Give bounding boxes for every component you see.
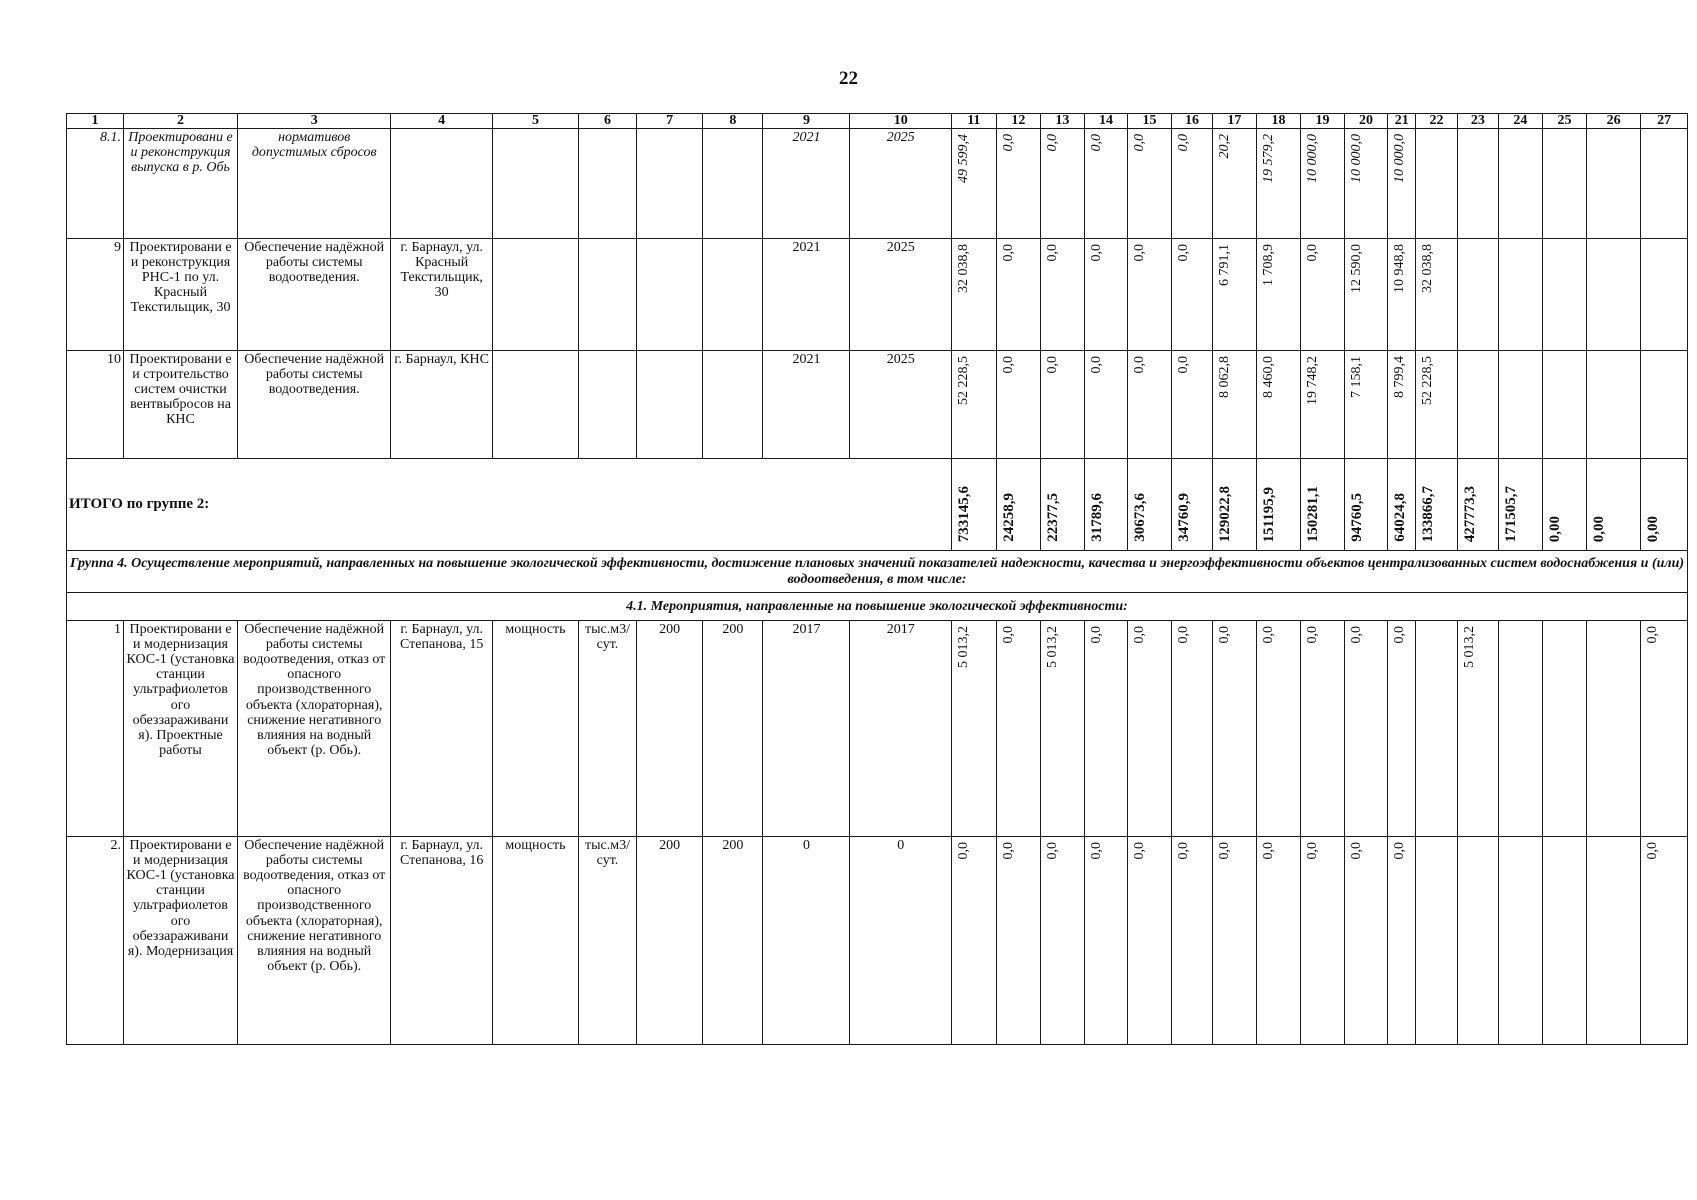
- column-number: 18: [1256, 114, 1301, 129]
- total-value: 64024,8: [1392, 493, 1409, 542]
- value-text: 10 948,8: [1392, 244, 1408, 293]
- measure-name: Проектировани е и реконструкция РНС-1 по ул. Красный Текстильщик, 30: [124, 239, 238, 351]
- value-cell: [1641, 129, 1688, 239]
- location: г. Барнаул, КНС: [391, 351, 493, 459]
- total-value: 129022,8: [1217, 485, 1234, 542]
- total-value: 31789,6: [1088, 493, 1105, 542]
- capacity-before: [637, 351, 703, 459]
- value-cell: [1344, 351, 1388, 459]
- end-year: 2025: [850, 239, 952, 351]
- table-row: [67, 621, 1688, 837]
- total-value: 30673,6: [1132, 493, 1149, 542]
- value-text: 32 038,8: [1420, 244, 1436, 293]
- value-cell: [1344, 621, 1388, 837]
- capacity-after: [703, 351, 763, 459]
- measure-name: Проектировани е и реконструкция выпуска в р. Обь: [124, 129, 238, 239]
- value-cell: [1256, 351, 1301, 459]
- value-cell: [1587, 129, 1641, 239]
- value-text: 0,0: [1305, 842, 1321, 860]
- value-cell: [1388, 837, 1416, 1045]
- row-number: 9: [67, 239, 124, 351]
- total-value-cell: [1213, 459, 1257, 551]
- capacity-indicator: мощность: [492, 621, 578, 837]
- value-cell: [1499, 351, 1543, 459]
- value-text: 0,0: [1088, 842, 1104, 860]
- location: г. Барнаул, ул. Степанова, 16: [391, 837, 493, 1045]
- value-text: 5 013,2: [1045, 626, 1061, 668]
- value-cell: [1499, 621, 1543, 837]
- value-text: 0,0: [1175, 356, 1191, 374]
- total-value: 94760,5: [1348, 493, 1365, 542]
- total-value-cell: [952, 459, 997, 551]
- total-value: 150281,1: [1305, 485, 1322, 542]
- value-text: 8 799,4: [1392, 356, 1408, 398]
- column-number: 16: [1171, 114, 1212, 129]
- value-cell: [1256, 239, 1301, 351]
- value-cell: [1084, 351, 1128, 459]
- value-text: 0,0: [1132, 134, 1148, 152]
- value-cell: [1041, 239, 1085, 351]
- value-cell: [1416, 621, 1457, 837]
- value-cell: [1084, 837, 1128, 1045]
- value-cell: [1457, 837, 1498, 1045]
- column-number: 15: [1128, 114, 1172, 129]
- value-cell: [1128, 351, 1172, 459]
- value-text: 0,0: [1000, 626, 1016, 644]
- value-text: 10 000,0: [1392, 134, 1408, 183]
- value-text: 0,0: [1645, 626, 1661, 644]
- value-text: 0,0: [1392, 842, 1408, 860]
- column-number: 23: [1457, 114, 1498, 129]
- total-value: 171505,7: [1503, 485, 1520, 542]
- capacity-after: 200: [703, 837, 763, 1045]
- value-cell: [1171, 621, 1212, 837]
- value-cell: [1213, 837, 1257, 1045]
- value-cell: [1388, 239, 1416, 351]
- value-text: 0,0: [1645, 842, 1661, 860]
- value-text: 49 599,4: [956, 134, 972, 183]
- value-text: 0,0: [1392, 626, 1408, 644]
- value-text: 32 038,8: [956, 244, 972, 293]
- value-text: 19 579,2: [1260, 134, 1276, 183]
- group-4-title-row: [67, 551, 1688, 593]
- group-4-title: Группа 4. Осуществление мероприятий, направленных на повышение экологической эффективности, достижение плановых значений показателей надежности, качества и энергоэффективности объектов централизованных систем водоснабжения и (или) водоотведения, в том числе:: [67, 551, 1688, 593]
- capacity-after: [703, 239, 763, 351]
- total-value-cell: [1041, 459, 1085, 551]
- start-year: 2021: [763, 129, 850, 239]
- capacity-after: 200: [703, 621, 763, 837]
- value-text: 6 791,1: [1217, 244, 1233, 286]
- row-number: 1: [67, 621, 124, 837]
- value-cell: [1213, 129, 1257, 239]
- value-text: 0,0: [1045, 244, 1061, 262]
- capacity-indicator: [492, 351, 578, 459]
- measure-name: Проектировани е и строительство систем очистки вентвыбросов на КНС: [124, 351, 238, 459]
- capacity-indicator: [492, 129, 578, 239]
- measure-purpose: Обеспечение надёжной работы системы водоотведения.: [238, 239, 391, 351]
- value-text: 0,0: [956, 842, 972, 860]
- value-text: 0,0: [1000, 134, 1016, 152]
- total-value: 0,00: [1591, 515, 1608, 542]
- total-value: 0,00: [1645, 515, 1662, 542]
- capacity-before: 200: [637, 621, 703, 837]
- value-cell: [1213, 351, 1257, 459]
- value-text: 0,0: [1088, 244, 1104, 262]
- value-cell: [1084, 129, 1128, 239]
- value-text: 5 013,2: [956, 626, 972, 668]
- value-text: 0,0: [1260, 626, 1276, 644]
- total-value-cell: [1084, 459, 1128, 551]
- value-cell: [996, 129, 1041, 239]
- total-value-cell: [1587, 459, 1641, 551]
- value-text: 0,0: [1175, 134, 1191, 152]
- total-value: 427773,3: [1461, 485, 1478, 542]
- capacity-before: [637, 129, 703, 239]
- value-text: 0,0: [1175, 626, 1191, 644]
- measure-purpose: нормативов допустимых сбросов: [238, 129, 391, 239]
- unit: тыс.м3/ сут.: [578, 837, 636, 1045]
- value-cell: [1587, 621, 1641, 837]
- column-number: 19: [1301, 114, 1345, 129]
- column-number: 25: [1542, 114, 1587, 129]
- value-cell: [1301, 239, 1345, 351]
- value-text: 0,0: [1132, 626, 1148, 644]
- row-number: 2.: [67, 837, 124, 1045]
- value-cell: [1542, 129, 1587, 239]
- total-value-cell: [1388, 459, 1416, 551]
- unit: [578, 129, 636, 239]
- value-cell: [1344, 129, 1388, 239]
- column-number: 7: [637, 114, 703, 129]
- total-value-cell: [1499, 459, 1543, 551]
- capacity-indicator: [492, 239, 578, 351]
- value-text: 0,0: [1045, 356, 1061, 374]
- value-cell: [1128, 239, 1172, 351]
- start-year: 2021: [763, 239, 850, 351]
- capacity-indicator: мощность: [492, 837, 578, 1045]
- measure-purpose: Обеспечение надёжной работы системы водоотведения.: [238, 351, 391, 459]
- total-value: 733145,6: [956, 485, 973, 542]
- column-number: 20: [1344, 114, 1388, 129]
- unit: [578, 239, 636, 351]
- value-cell: [1084, 239, 1128, 351]
- value-text: 8 460,0: [1260, 356, 1276, 398]
- value-cell: [1084, 621, 1128, 837]
- total-value: 0,00: [1546, 515, 1563, 542]
- value-cell: [1171, 351, 1212, 459]
- end-year: 0: [850, 837, 952, 1045]
- unit: [578, 351, 636, 459]
- column-number: 3: [238, 114, 391, 129]
- value-cell: [1587, 351, 1641, 459]
- value-cell: [1128, 129, 1172, 239]
- value-cell: [996, 351, 1041, 459]
- value-cell: [996, 621, 1041, 837]
- table-row: [67, 837, 1688, 1045]
- total-value-cell: [1128, 459, 1172, 551]
- column-number: 22: [1416, 114, 1457, 129]
- subgroup-4-1-title: 4.1. Мероприятия, направленные на повышение экологической эффективности:: [67, 593, 1688, 621]
- value-cell: [952, 837, 997, 1045]
- value-text: 1 708,9: [1260, 244, 1276, 286]
- column-number: 24: [1499, 114, 1543, 129]
- location: г. Барнаул, ул. Степанова, 15: [391, 621, 493, 837]
- value-cell: [1542, 351, 1587, 459]
- value-text: 20,2: [1217, 134, 1233, 159]
- value-text: 0,0: [1132, 244, 1148, 262]
- total-value: 22377,5: [1045, 493, 1062, 542]
- capacity-before: 200: [637, 837, 703, 1045]
- value-cell: [1542, 239, 1587, 351]
- column-number: 5: [492, 114, 578, 129]
- value-cell: [1457, 239, 1498, 351]
- column-number: 9: [763, 114, 850, 129]
- value-cell: [952, 129, 997, 239]
- value-text: 8 062,8: [1217, 356, 1233, 398]
- value-cell: [952, 351, 997, 459]
- total-value-cell: [1542, 459, 1587, 551]
- value-cell: [1344, 239, 1388, 351]
- capacity-before: [637, 239, 703, 351]
- value-cell: [1416, 129, 1457, 239]
- end-year: 2025: [850, 129, 952, 239]
- value-cell: [1416, 239, 1457, 351]
- unit: тыс.м3/ сут.: [578, 621, 636, 837]
- value-text: 0,0: [1132, 356, 1148, 374]
- value-cell: [1041, 621, 1085, 837]
- group-total-label: ИТОГО по группе 2:: [67, 459, 952, 551]
- value-cell: [1641, 837, 1688, 1045]
- value-text: 0,0: [1348, 626, 1364, 644]
- column-number: 27: [1641, 114, 1688, 129]
- value-text: 0,0: [1132, 842, 1148, 860]
- value-cell: [1128, 621, 1172, 837]
- value-text: 0,0: [1305, 626, 1321, 644]
- value-cell: [1641, 621, 1688, 837]
- value-cell: [1041, 837, 1085, 1045]
- total-value: 151195,9: [1260, 486, 1277, 542]
- column-number: 1: [67, 114, 124, 129]
- value-cell: [1041, 351, 1085, 459]
- row-number: 10: [67, 351, 124, 459]
- value-cell: [1542, 621, 1587, 837]
- total-value: 133866,7: [1420, 485, 1437, 542]
- value-text: 0,0: [1175, 842, 1191, 860]
- column-number: 26: [1587, 114, 1641, 129]
- start-year: 0: [763, 837, 850, 1045]
- value-text: 0,0: [1217, 626, 1233, 644]
- column-number: 13: [1041, 114, 1085, 129]
- column-number: 14: [1084, 114, 1128, 129]
- value-cell: [1499, 239, 1543, 351]
- value-cell: [1542, 837, 1587, 1045]
- value-text: 5 013,2: [1461, 626, 1477, 668]
- value-cell: [1416, 351, 1457, 459]
- value-cell: [1171, 837, 1212, 1045]
- total-value-cell: [1301, 459, 1345, 551]
- table-row: [67, 239, 1688, 351]
- total-value: 34760,9: [1175, 493, 1192, 542]
- start-year: 2021: [763, 351, 850, 459]
- column-number: 17: [1213, 114, 1257, 129]
- total-value-cell: [1344, 459, 1388, 551]
- value-text: 0,0: [1175, 244, 1191, 262]
- value-text: 10 000,0: [1305, 134, 1321, 183]
- capacity-after: [703, 129, 763, 239]
- value-cell: [1388, 129, 1416, 239]
- value-text: 0,0: [1000, 842, 1016, 860]
- value-cell: [1256, 621, 1301, 837]
- value-text: 0,0: [1348, 842, 1364, 860]
- investment-table: [66, 113, 1688, 1045]
- value-text: 0,0: [1088, 356, 1104, 374]
- table-row: [67, 129, 1688, 239]
- value-cell: [952, 621, 997, 837]
- subgroup-title-row: [67, 593, 1688, 621]
- value-cell: [1457, 129, 1498, 239]
- value-cell: [1388, 351, 1416, 459]
- value-cell: [1344, 837, 1388, 1045]
- value-text: 0,0: [1305, 244, 1321, 262]
- group-total-row: [67, 459, 1688, 551]
- value-cell: [1171, 239, 1212, 351]
- row-number: 8.1.: [67, 129, 124, 239]
- value-text: 0,0: [1000, 244, 1016, 262]
- value-cell: [1416, 837, 1457, 1045]
- value-cell: [1301, 837, 1345, 1045]
- table-row: [67, 351, 1688, 459]
- value-cell: [1587, 837, 1641, 1045]
- value-cell: [1256, 129, 1301, 239]
- column-number: 8: [703, 114, 763, 129]
- value-cell: [952, 239, 997, 351]
- value-cell: [996, 239, 1041, 351]
- value-text: 0,0: [1088, 134, 1104, 152]
- location: [391, 129, 493, 239]
- end-year: 2025: [850, 351, 952, 459]
- value-cell: [1641, 351, 1688, 459]
- measure-name: Проектировани е и модернизация КОС-1 (установка станции ультрафиолетов ого обеззараживани я). Проектные работы: [124, 621, 238, 837]
- value-cell: [1457, 621, 1498, 837]
- total-value: 24258,9: [1000, 493, 1017, 542]
- value-cell: [1213, 239, 1257, 351]
- value-cell: [1128, 837, 1172, 1045]
- value-text: 7 158,1: [1348, 356, 1364, 398]
- column-number: 2: [124, 114, 238, 129]
- end-year: 2017: [850, 621, 952, 837]
- value-cell: [1499, 129, 1543, 239]
- total-value-cell: [1416, 459, 1457, 551]
- value-text: 0,0: [1000, 356, 1016, 374]
- column-number: 10: [850, 114, 952, 129]
- value-cell: [1388, 621, 1416, 837]
- value-cell: [1213, 621, 1257, 837]
- value-cell: [1587, 239, 1641, 351]
- value-cell: [996, 837, 1041, 1045]
- value-text: 12 590,0: [1348, 244, 1364, 293]
- value-text: 0,0: [1217, 842, 1233, 860]
- measure-purpose: Обеспечение надёжной работы системы водоотведения, отказ от опасного производственного объекта (хлораторная), снижение негативного влияния на водный объект (р. Обь).: [238, 621, 391, 837]
- total-value-cell: [996, 459, 1041, 551]
- column-number-row: [67, 114, 1688, 129]
- measure-name: Проектировани е и модернизация КОС-1 (установка станции ультрафиолетов ого обеззараживани я). Модернизация: [124, 837, 238, 1045]
- location: г. Барнаул, ул. Красный Текстильщик, 30: [391, 239, 493, 351]
- column-number: 4: [391, 114, 493, 129]
- value-cell: [1499, 837, 1543, 1045]
- value-cell: [1641, 239, 1688, 351]
- value-cell: [1301, 621, 1345, 837]
- value-text: 0,0: [1088, 626, 1104, 644]
- total-value-cell: [1171, 459, 1212, 551]
- column-number: 21: [1388, 114, 1416, 129]
- value-cell: [1301, 351, 1345, 459]
- column-number: 12: [996, 114, 1041, 129]
- page-number: 22: [839, 68, 858, 89]
- value-text: 19 748,2: [1305, 356, 1321, 405]
- start-year: 2017: [763, 621, 850, 837]
- total-value-cell: [1256, 459, 1301, 551]
- column-number: 11: [952, 114, 997, 129]
- value-text: 52 228,5: [956, 356, 972, 405]
- value-text: 10 000,0: [1348, 134, 1364, 183]
- value-text: 0,0: [1260, 842, 1276, 860]
- total-value-cell: [1457, 459, 1498, 551]
- measure-purpose: Обеспечение надёжной работы системы водоотведения, отказ от опасного производственного объекта (хлораторная), снижение негативного влияния на водный объект (р. Обь).: [238, 837, 391, 1045]
- value-cell: [1041, 129, 1085, 239]
- value-text: 0,0: [1045, 134, 1061, 152]
- total-value-cell: [1641, 459, 1688, 551]
- value-cell: [1171, 129, 1212, 239]
- value-cell: [1256, 837, 1301, 1045]
- value-text: 0,0: [1045, 842, 1061, 860]
- value-cell: [1457, 351, 1498, 459]
- value-cell: [1301, 129, 1345, 239]
- column-number: 6: [578, 114, 636, 129]
- value-text: 52 228,5: [1420, 356, 1436, 405]
